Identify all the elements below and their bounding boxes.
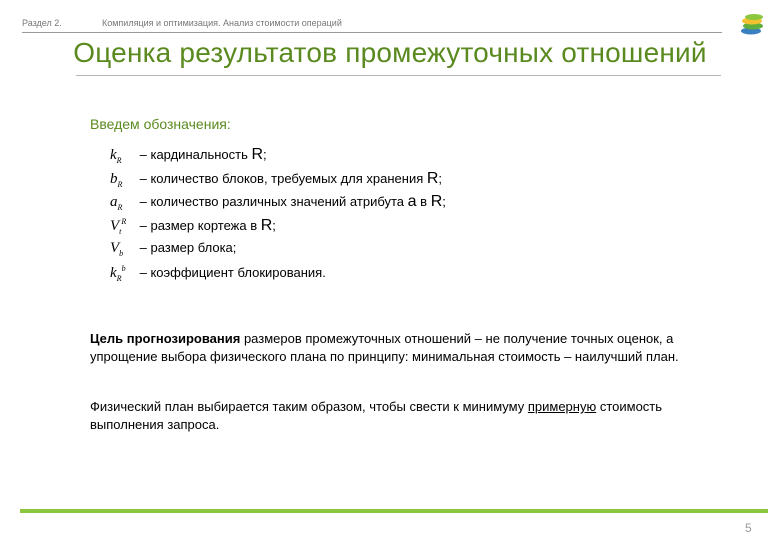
intro-text: Введем обозначения: [90, 116, 231, 132]
definition-row [110, 217, 446, 241]
definitions-list [110, 146, 446, 287]
math-symbol: $V_t^R$ [110, 216, 127, 236]
math-symbol: $V_b$ [110, 240, 124, 258]
goal-text: размеров промежуточных отношений – не получение точных оценок, а упрощение выбора физического плана по принципу: минимальная стоимость – наилучший план. [90, 331, 679, 364]
stacked-disks-logo-icon [738, 12, 768, 36]
goal-bold-lead: Цель прогнозирования [90, 331, 241, 346]
page-number: 5 [745, 521, 752, 535]
definition-row [110, 240, 446, 264]
goal-paragraph [90, 330, 690, 366]
footer-bar [20, 509, 768, 513]
math-symbol: $b_R$ [110, 170, 123, 189]
underlined-word: примерную [527, 399, 597, 414]
definition-row [110, 146, 446, 170]
title-divider [76, 75, 721, 76]
header-topic-label: Компиляция и оптимизация. Анализ стоимости операций [102, 18, 342, 28]
definition-text: – размер блока; [139, 240, 237, 255]
definition-row [110, 170, 446, 194]
definition-text: – размер кортежа в R; [139, 216, 276, 234]
definition-text: – кардинальность R; [139, 146, 267, 163]
math-symbol: $a_R$ [110, 194, 123, 212]
slide-title: Оценка результатов промежуточных отношений [73, 37, 707, 68]
definition-row [110, 193, 446, 217]
math-symbol: $k_R^b$ [110, 263, 126, 283]
definition-text: – количество различных значений атрибута a в R; [139, 193, 446, 210]
definition-row [110, 264, 446, 288]
physical-plan-paragraph: Физический план выбирается таким образом, чтобы свести к минимуму примерную стоимость выполнения запроса. [90, 399, 663, 432]
math-symbol: $k_R$ [110, 147, 122, 165]
header-section-label: Раздел 2. [22, 18, 62, 28]
definition-text: – количество блоков, требуемых для хранения R; [139, 169, 443, 187]
definition-text: – коэффициент блокирования. [139, 264, 326, 280]
header-divider [22, 32, 722, 33]
